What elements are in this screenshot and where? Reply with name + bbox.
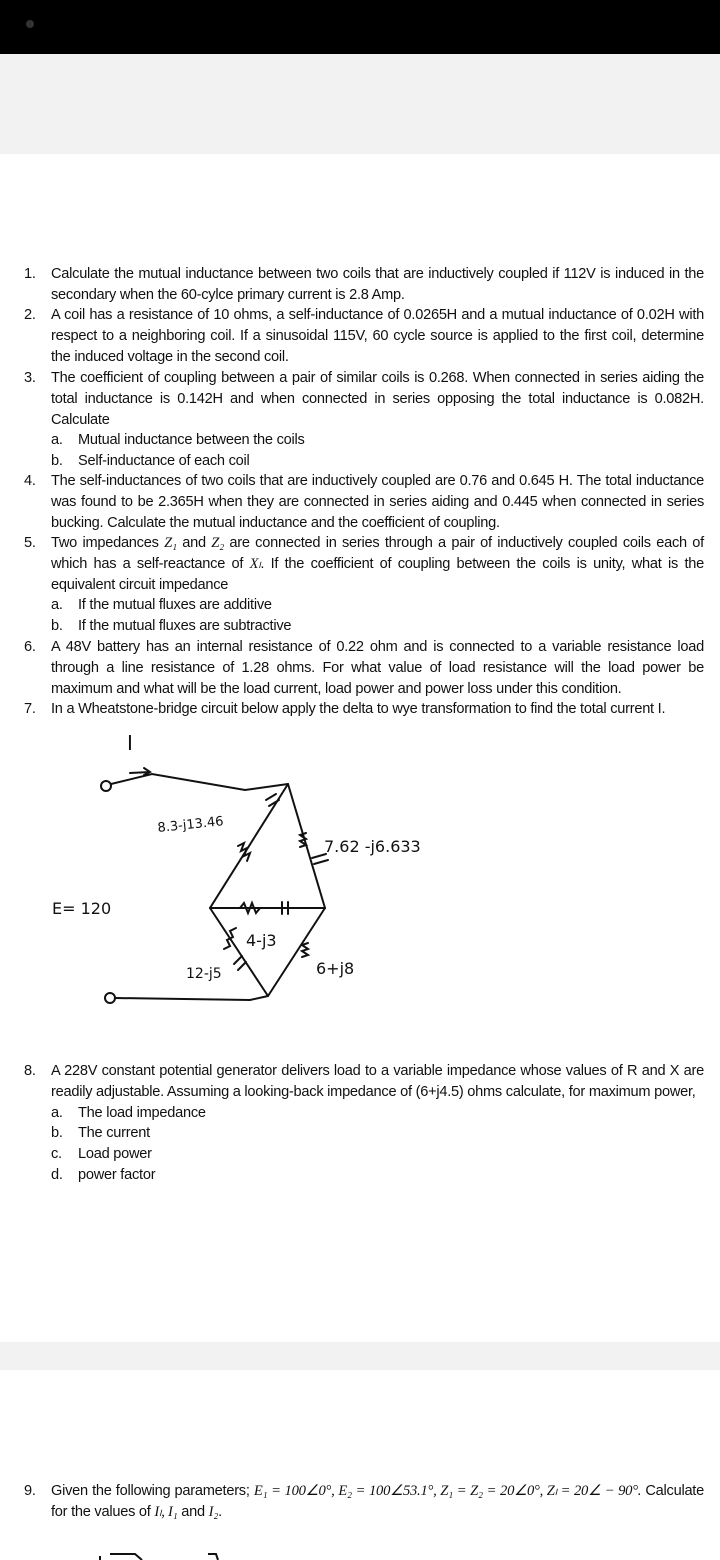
- wheatstone-bridge-diagram: [40, 728, 520, 1048]
- sub-item: b. The current: [51, 1125, 150, 1142]
- bottom-left-branch: [210, 908, 268, 996]
- question-number: 7.: [24, 701, 36, 717]
- current-label: I: [127, 731, 133, 755]
- question-9: [24, 1481, 704, 1523]
- question-7: [24, 699, 704, 720]
- question-6: [24, 637, 704, 699]
- bottom-right-branch: [268, 908, 325, 996]
- math-xl: Xₗ: [249, 555, 261, 572]
- bottom-wire: [115, 996, 268, 1000]
- sub-item: b. Self-inductance of each coil: [51, 453, 250, 470]
- partial-diagram-cut-off: [90, 1548, 240, 1560]
- question-8: [24, 1061, 704, 1186]
- status-bar: [0, 0, 720, 54]
- sub-item: d. power factor: [51, 1166, 156, 1183]
- sub-item: a. If the mutual fluxes are additive: [51, 597, 272, 614]
- question-text: In a Wheatstone-bridge circuit below apply the delta to wye transformation to find the total current I.: [51, 701, 666, 717]
- math-currents: Iₗ, I₁: [154, 1503, 178, 1520]
- question-5: [24, 533, 704, 637]
- question-text: The coefficient of coupling between a pair of similar coils is 0.268. When connected in series aiding the total inductance is 0.142H and when connected in series opposing the total inductance is 0.082H. Calculate: [51, 370, 704, 428]
- status-indicator: [26, 20, 34, 28]
- sub-item: a. The load impedance: [51, 1104, 206, 1121]
- math-z1: Z₁: [164, 535, 177, 551]
- current-arrow: [130, 768, 150, 775]
- source-voltage-label: E= 120: [52, 899, 112, 918]
- question-number: 8.: [24, 1063, 36, 1079]
- impedance-top-left-label: 8.3-j13.46: [156, 814, 225, 836]
- impedance-top-right-label: 7.62 -j6.633: [324, 837, 421, 856]
- sub-item: b. If the mutual fluxes are subtractive: [51, 618, 292, 635]
- question-3: [24, 368, 704, 472]
- question-number: 3.: [24, 370, 36, 386]
- question-text: The self-inductances of two coils that are inductively coupled are 0.76 and 0.645 H. The total inductance was found to be 2.365H when they are connected in series aiding and 0.445 when connected in series bucking. Calculate the mutual inductance and the coefficient of coupling.: [51, 473, 704, 531]
- question-4: [24, 471, 704, 533]
- question-number: 2.: [24, 307, 36, 323]
- math-parameters: E₁ = 100∠0°, E₂ = 100∠53.1°, Z₁ = Z₂ = 20∠0°, Zₗ = 20∠ − 90°.: [253, 1483, 642, 1499]
- question-text: Calculate the mutual inductance between two coils that are inductively coupled if 112V is induced in the secondary when the 60-cylce primary current is 2.8 Amp.: [51, 266, 704, 303]
- top-terminal: [101, 781, 111, 791]
- page-gap-middle: [0, 1342, 720, 1370]
- impedance-middle-label: 4-j3: [246, 931, 277, 950]
- question-text: Given the following parameters; E₁ = 100∠0°, E₂ = 100∠53.1°, Z₁ = Z₂ = 20∠0°, Zₗ = 20∠ − 90°. Calculate for the values of Iₗ, I₁ and I₂.: [51, 1483, 704, 1520]
- math-i2: I₂: [208, 1503, 219, 1520]
- question-number: 4.: [24, 473, 36, 489]
- question-2: [24, 305, 704, 367]
- top-wire: [111, 774, 288, 790]
- resistor-bottom-right: [302, 943, 308, 957]
- impedance-bottom-left-label: 12-j5: [186, 966, 222, 982]
- question-number: 1.: [24, 266, 36, 282]
- question-text: A 48V battery has an internal resistance of 0.22 ohm and is connected to a variable resistance load through a line resistance of 1.28 ohms. For what value of load resistance will the load power be maximum and what will be the load current, load power and power loss under this condition.: [51, 639, 704, 697]
- bottom-terminal: [105, 993, 115, 1003]
- question-number: 5.: [24, 535, 36, 551]
- page-gap-top: [0, 54, 720, 154]
- question-number: 9.: [24, 1483, 36, 1499]
- sub-item: a. Mutual inductance between the coils: [51, 432, 305, 449]
- question-text: Two impedances Z₁ and Z₂ are connected in series through a pair of inductively coupled coils each of which has a self-reactance of Xₗ. If the coefficient of coupling between the coils is unity, what is the equivalent circuit impedance: [51, 535, 704, 593]
- question-text: A coil has a resistance of 10 ohms, a self-inductance of 0.0265H and a mutual inductance of 0.02H with respect to a neighboring coil. If a sinusoidal 115V, 60 cycle source is applied to the first coil, determine the induced voltage in the second coil.: [51, 307, 704, 365]
- question-number: 6.: [24, 639, 36, 655]
- question-text: A 228V constant potential generator delivers load to a variable impedance whose values of R and X are readily adjustable. Assuming a looking-back impedance of (6+j4.5) ohms calculate, for maximum power,: [51, 1063, 704, 1100]
- document-page-2: [0, 1370, 720, 1560]
- sub-item: c. Load power: [51, 1146, 152, 1163]
- impedance-bottom-right-label: 6+j8: [316, 959, 355, 978]
- top-right-branch: [288, 784, 325, 908]
- question-1: [24, 264, 704, 306]
- math-z2: Z₂: [211, 535, 224, 551]
